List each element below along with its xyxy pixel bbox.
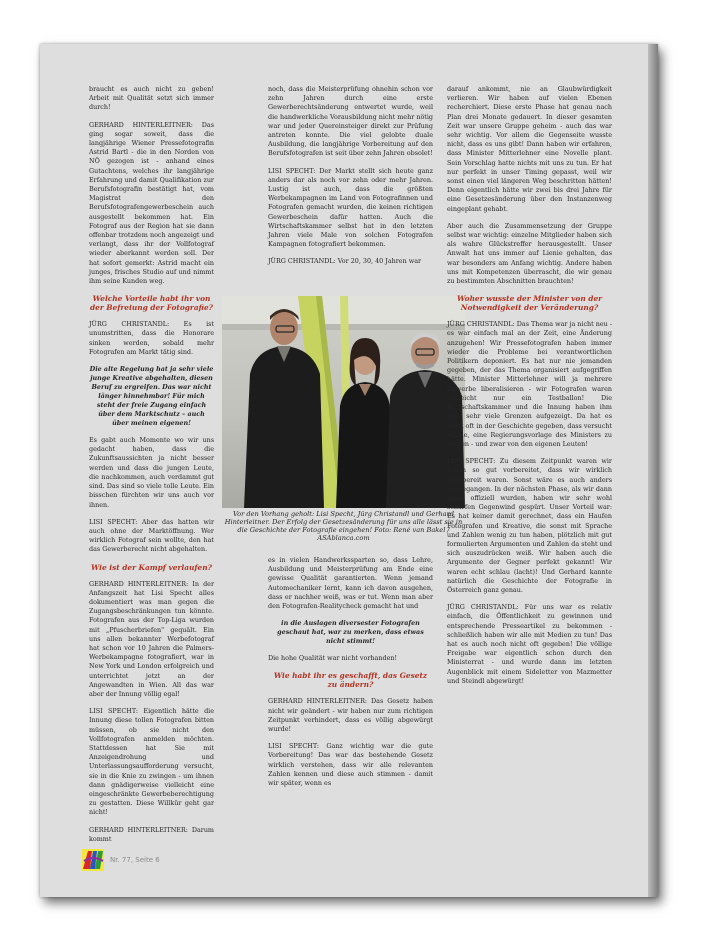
- col2-paragraph: LISI SPECHT: Der Markt stellt sich heute ganz anders dar als noch vor zehn oder mehr Jahren. Lustig ist auch, dass die größten Werbekampagnen im Land von Fotografinnen und Fotografen gemacht wurden, die keinen richtigen Gewerbeschein dafür hatten. Auch die Wirtschaftskammer selbst hat in den letzten Jahren viele Male von solchen Fotografen Kampagnen fotografiert bekommen.: [268, 166, 433, 249]
- col1-paragraph: GERHARD HINTERLEITNER: Das ging sogar soweit, dass die langjährige Wiener Pressefotografin Astrid Bartl - die in den Norden von NÖ gezogen ist - anhand eines Gutachtens, welches ihr langjährige Erfahrung und damit Qualifikation zur Berufsfotografin bestätigt hat, vom Magistrat den Berufsfotografengewerbeschein auch ausgestellt bekommen hat. Ein Fotograf aus der Region hat sie dann offenbar trotzdem noch angezeigt und verlangt, dass ihr der Vollfotograf wieder aberkannt werden soll. Der hat sofort gemerkt: Astrid macht ein junges, frisches Studio auf und nimmt ihm seine Kunden weg.: [89, 120, 214, 286]
- col2-paragraph: Die hohe Qualität war nicht vorhanden!: [268, 654, 398, 663]
- col1-paragraph: GERHARD HINTERLEITNER: Darum kommt: [89, 825, 214, 843]
- col1-heading: Wie ist der Kampf verlaufen?: [91, 562, 212, 572]
- col1-paragraph: braucht es auch nicht zu geben! Arbeit mit Qualität setzt sich immer durch!: [89, 85, 214, 112]
- col1-heading: Welche Vorteile habt ihr von der Befreiung der Fotografie?: [89, 294, 214, 313]
- col3-paragraph: darauf ankommt, nie an Glaubwürdigkeit verlieren. Wir haben auf vielen Ebenen recherchiert. Diese erste Phase hat genau nach Plan drei Monate gedauert. In dieser gesamten Zeit war unsere Gruppe geheim - auch das war sehr wichtig. Vor allem die Gegenseite wusste nicht, dass es uns gibt! Dann haben wir erfahren, dass Minister Mitterlehner eine Novelle plant. Sein Vorschlag hatte nichts mit uns zu tun. Er hat nur perfekt in unser Timing gepasst, weil wir sonst einen viel längeren Weg beschritten hätten! Denn eigentlich hätte wir zwei bis drei Jahre für eine Gesetzesänderung über den Instanzenweg eingeplant gehabt.: [447, 85, 612, 213]
- col3-heading: Woher wusste der Minister von der Notwendigkeit der Veränderung?: [456, 294, 603, 313]
- col1-paragraph: LISI SPECHT: Eigentlich hätte die Innung diese tollen Fotografen bitten müssen, ob sie nicht den Vollfotografen anmelden möchten. Stattdessen hat Sie mit Anzeigendrohung und Unterlassungsaufforderung versucht, sie in die Knie zu zwingen - um ihnen dann gnädigerweise vielleicht eine eingeschränkte Gewerbeberechtigung zu gestatten. Diese Willkür geht gar nicht!: [89, 707, 214, 817]
- col1-paragraph: Es gabt auch Momente wo wir uns gedacht haben, dass die Zukunftsaussichten ja nicht besser werden und dass die jungen Leute, die nachkommen, auch verdammt gut sind. Das sind so viele tolle Leute. Ein bisschen fürchten wir uns auch vor ihnen.: [89, 436, 214, 509]
- col2-heading: Wie habt ihr es geschafft, das Gesetz zu ändern?: [273, 671, 428, 690]
- column-3: [447, 85, 612, 694]
- col3-paragraph: JÜRG CHRISTANDL: Für uns war es relativ einfach, die Öffentlichkeit zu gewinnen und entsprechende Presseartikel zu bekommen - schließlich haben wir alle mit Medien zu tun! Das hat es auch noch nicht oft gegeben! Die völlige Freigabe war eigentlich schon durch den Ministerrat - und wurde dann im letzten Augenblick mit einem Sideletter von Mazmetter und Steindl abgewürgt!: [447, 603, 612, 685]
- photo-caption: Vor den Vorhang geholt: Lisi Specht, Jürg Christandl und Gerhard Hinterleitner. Der Erfolg der Gesetzesänderung für uns alle lässt sie in die Geschichte der Fotografie eingehen! Foto: René van Bakel / ASAblanca.com: [224, 510, 463, 542]
- col1-paragraph: LISI SPECHT: Aber das hatten wir auch ohne der Marktöffnung. Wer wirklich Fotograf sein wollte, den hat das Gewerberecht nicht abgehalten.: [89, 517, 214, 554]
- column-1: [89, 85, 214, 852]
- col2-pull-quote: in die Auslagen diversester Fotografen geschaut hat, war zu merken, dass etwas nicht stimmt!: [277, 619, 424, 646]
- col1-paragraph: GERHARD HINTERLEITNER: In der Anfangszeit hat Lisi Specht alles dokumentiert was man gegen die Zugangsbeschränkungen tun könnte. Fotografen aus der Top-Liga wurden mit „Pfuscherbriefen" gequält. Ein uns allen bekannter Werbefotograf hat schon vor 10 Jahren die Palmers-Werbekampagne fotografiert, war in New York und London erfolgreich und unterrichtet jetzt an der Angewandten in Wien. All das war aber der Innung völlig egal!: [89, 579, 214, 698]
- col1-pull-quote: Die alte Regelung hat ja sehr viele junge Kreative abgehalten, diesen Beruf zu ergreifen. Das war nicht länger hinnehmbar! Für mich steht der freie Zugang einfach über dem Marktschutz – auch über meinen eigenen!: [89, 365, 214, 428]
- group-photo: [222, 296, 465, 508]
- col3-paragraph: Aber auch die Zusammensetzung der Gruppe selbst war wichtig: einzelne Mitglieder haben sich als wahre Glückstreffer herausgestellt. Unser Anwalt hat uns immer auf Lienie gehalten, das war besonders am Anfang wichtig. Andere haben uns mit Kompetenzen überrascht, die wir genau zu bestimmten Abschnitten brauchten!: [447, 221, 612, 286]
- col2-paragraph: noch, dass die Meisterprüfung ohnehin schon vor zehn Jahren durch eine erste Gewerberechtsänderung entwertet wurde, weil die handwerkliche Vorausbildung nicht mehr nötig war und jeder Quereinsteiger direkt zur Prüfung antreten konnte. Die viel gelobte duale Ausbildung, die langjährige Vorbereitung auf den Berufsfotografen ist seit über zehn Jahren obsolet!: [268, 85, 433, 158]
- people-illustration: [222, 296, 465, 508]
- magazine-logo-icon: [82, 849, 104, 871]
- page-number: Nr. 77, Seite 6: [110, 856, 160, 864]
- col3-paragraph: LISI SPECHT: Zu diesem Zeitpunkt waren wir schon so gut vorbereitet, dass wir wirklich startbereit waren. Sonst wäre es auch anders ausgegangen. In der nächsten Phase, als wir dann quasi offiziell wurden, haben wir sehr wohl scharfen Gegenwind gespürt. Unser Vorteil war: Es hat keiner damit gerechnet, dass ein Haufen Fotografen und Kreative, die sonst mit Sprache und Zahlen wenig zu tun haben, plötzlich mit gut formulierten Argumenten und Zahlen da steht und sich auszudrücken weiß. Wir haben auch die Argumente der Gegner perfekt gekannt! Wir waren echt schlau (lacht)! Und Gerhard kannte natürlich die Geschichte der Fotografie in Österreich ganz genau.: [447, 457, 612, 594]
- column-2-bottom: [268, 556, 433, 796]
- col2-paragraph: LISI SPECHT: Ganz wichtig war die gute Vorbereitung! Das war das bestehende Gesetz wirklich verstehen, dass wir alle relevanten Zahlen kennen und diese auch stimmen - damit wir später, wenn es: [268, 742, 433, 788]
- col3-paragraph: JÜRG CHRISTANDL: Das Thema war ja nicht neu - es war einfach mal an der Zeit, eine Änderung anzugehen! Wir Pressefotografen haben immer wieder die Probleme bei verantwortlichen Politikern deponiert. Es hat nur nie jemanden gegeben, der das Thema organisiert aufgegriffen hätte. Minister Mitterlehner will ja mehrere Gewerbe liberalisieren - wir Fotografen waren vielleicht nur ein Testballon! Die Wirtschaftskammer und die Innung haben ihm aber sehr viele Grenzen aufgezeigt. Da hat es nicht oft in der Geschichte gegeben, dass versucht wurde, eine Regierungsvorlage des Ministers zu kippen - und zwar von den eigenen Leuten!: [447, 320, 612, 448]
- col2-paragraph: es in vielen Handwerkssparten so, dass Lehre, Ausbildung und Meisterprüfung am Ende eine gewisse Qualität garantierten. Wenn jemand Automechaniker lernt, kann ich davon ausgehen, dass er nachher weiß, was er tut. Wenn man aber den Fotografen-Realitycheck gemacht hat und: [268, 556, 433, 611]
- col2-paragraph: GERHARD HINTERLEITNER: Das Gesetz haben nicht wir geändert - wir haben nur zum richtigen Zeitpunkt verhindert, dass es völlig abgewürgt wurde!: [268, 697, 433, 734]
- column-2-top: [268, 85, 433, 275]
- col2-paragraph: JÜRG CHRISTANDL: Vor 20, 30, 40 Jahren war: [268, 257, 422, 266]
- page-spine-shadow: [648, 44, 658, 897]
- col1-paragraph: JÜRG CHRISTANDL: Es ist unumstritten, dass die Honorare sinken werden, sobald mehr Fotografen am Markt tätig sind.: [89, 320, 214, 356]
